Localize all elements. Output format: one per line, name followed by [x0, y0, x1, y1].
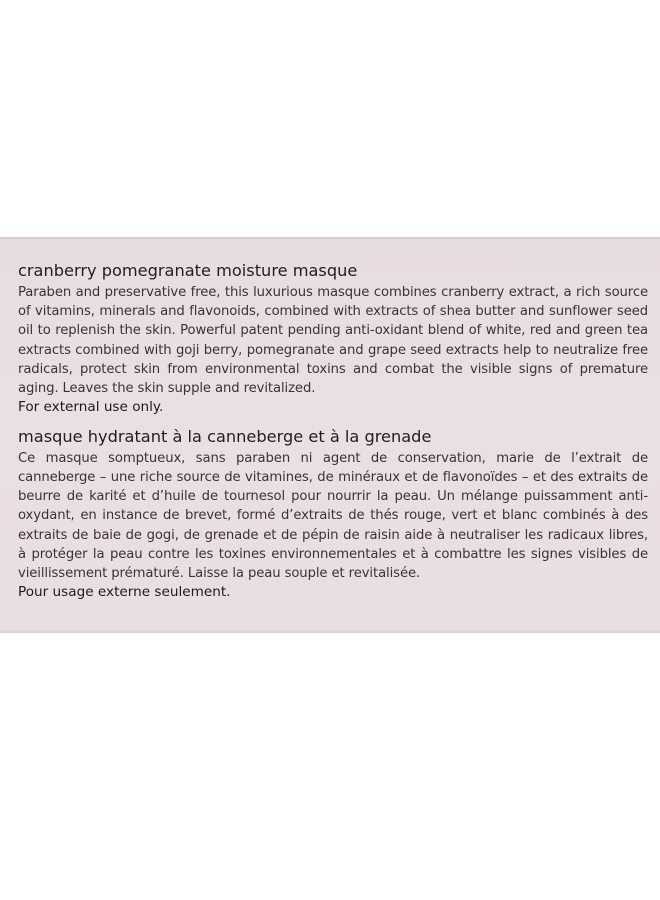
english-description: Paraben and preservative free, this luxurious masque combines cranberry extract, a rich source of vitamins, minerals and flavonoids, combined with extracts of shea butter and sunflower seed oil to replenish the skin. Powerful patent pending anti-oxidant blend of white, red and green tea extracts combined with goji berry, pomegranate and grape seed extracts help to neutralize free radicals, protect skin from environmental toxins and combat the visible signs of premature aging. Leaves the skin supple and revitalized.: [18, 285, 648, 397]
french-product-title: masque hydratant à la canneberge et à la grenade: [18, 426, 432, 446]
english-usage-note: For external use only.: [18, 399, 164, 416]
panel-top-edge: [0, 237, 660, 239]
english-section: [18, 259, 648, 418]
english-product-title: cranberry pomegranate moisture masque: [18, 261, 358, 280]
panel-bottom-edge: [0, 631, 660, 633]
product-label-panel: [0, 237, 660, 633]
french-usage-note: Pour usage externe seulement.: [18, 584, 231, 601]
french-section: [18, 425, 648, 603]
french-description: Ce masque somptueux, sans paraben ni agent de conservation, marie de l’extrait de canneberge – une riche source de vitamines, de minéraux et de flavonoïdes – et des extraits de beurre de karité et d’huile de tournesol pour nourrir la peau. Un mélange puissamment anti-oxydant, en instance de brevet, formé d’extraits de thés rouge, vert et blanc combinés à des extraits de baie de gogi, de grenade et de pépin de raisin aide à neutraliser les radicaux libres, à protéger la peau contre les toxines environnementales et à combattre les signes visibles de vieillissement prématuré. Laisse la peau souple et revitalisée.: [18, 450, 648, 581]
